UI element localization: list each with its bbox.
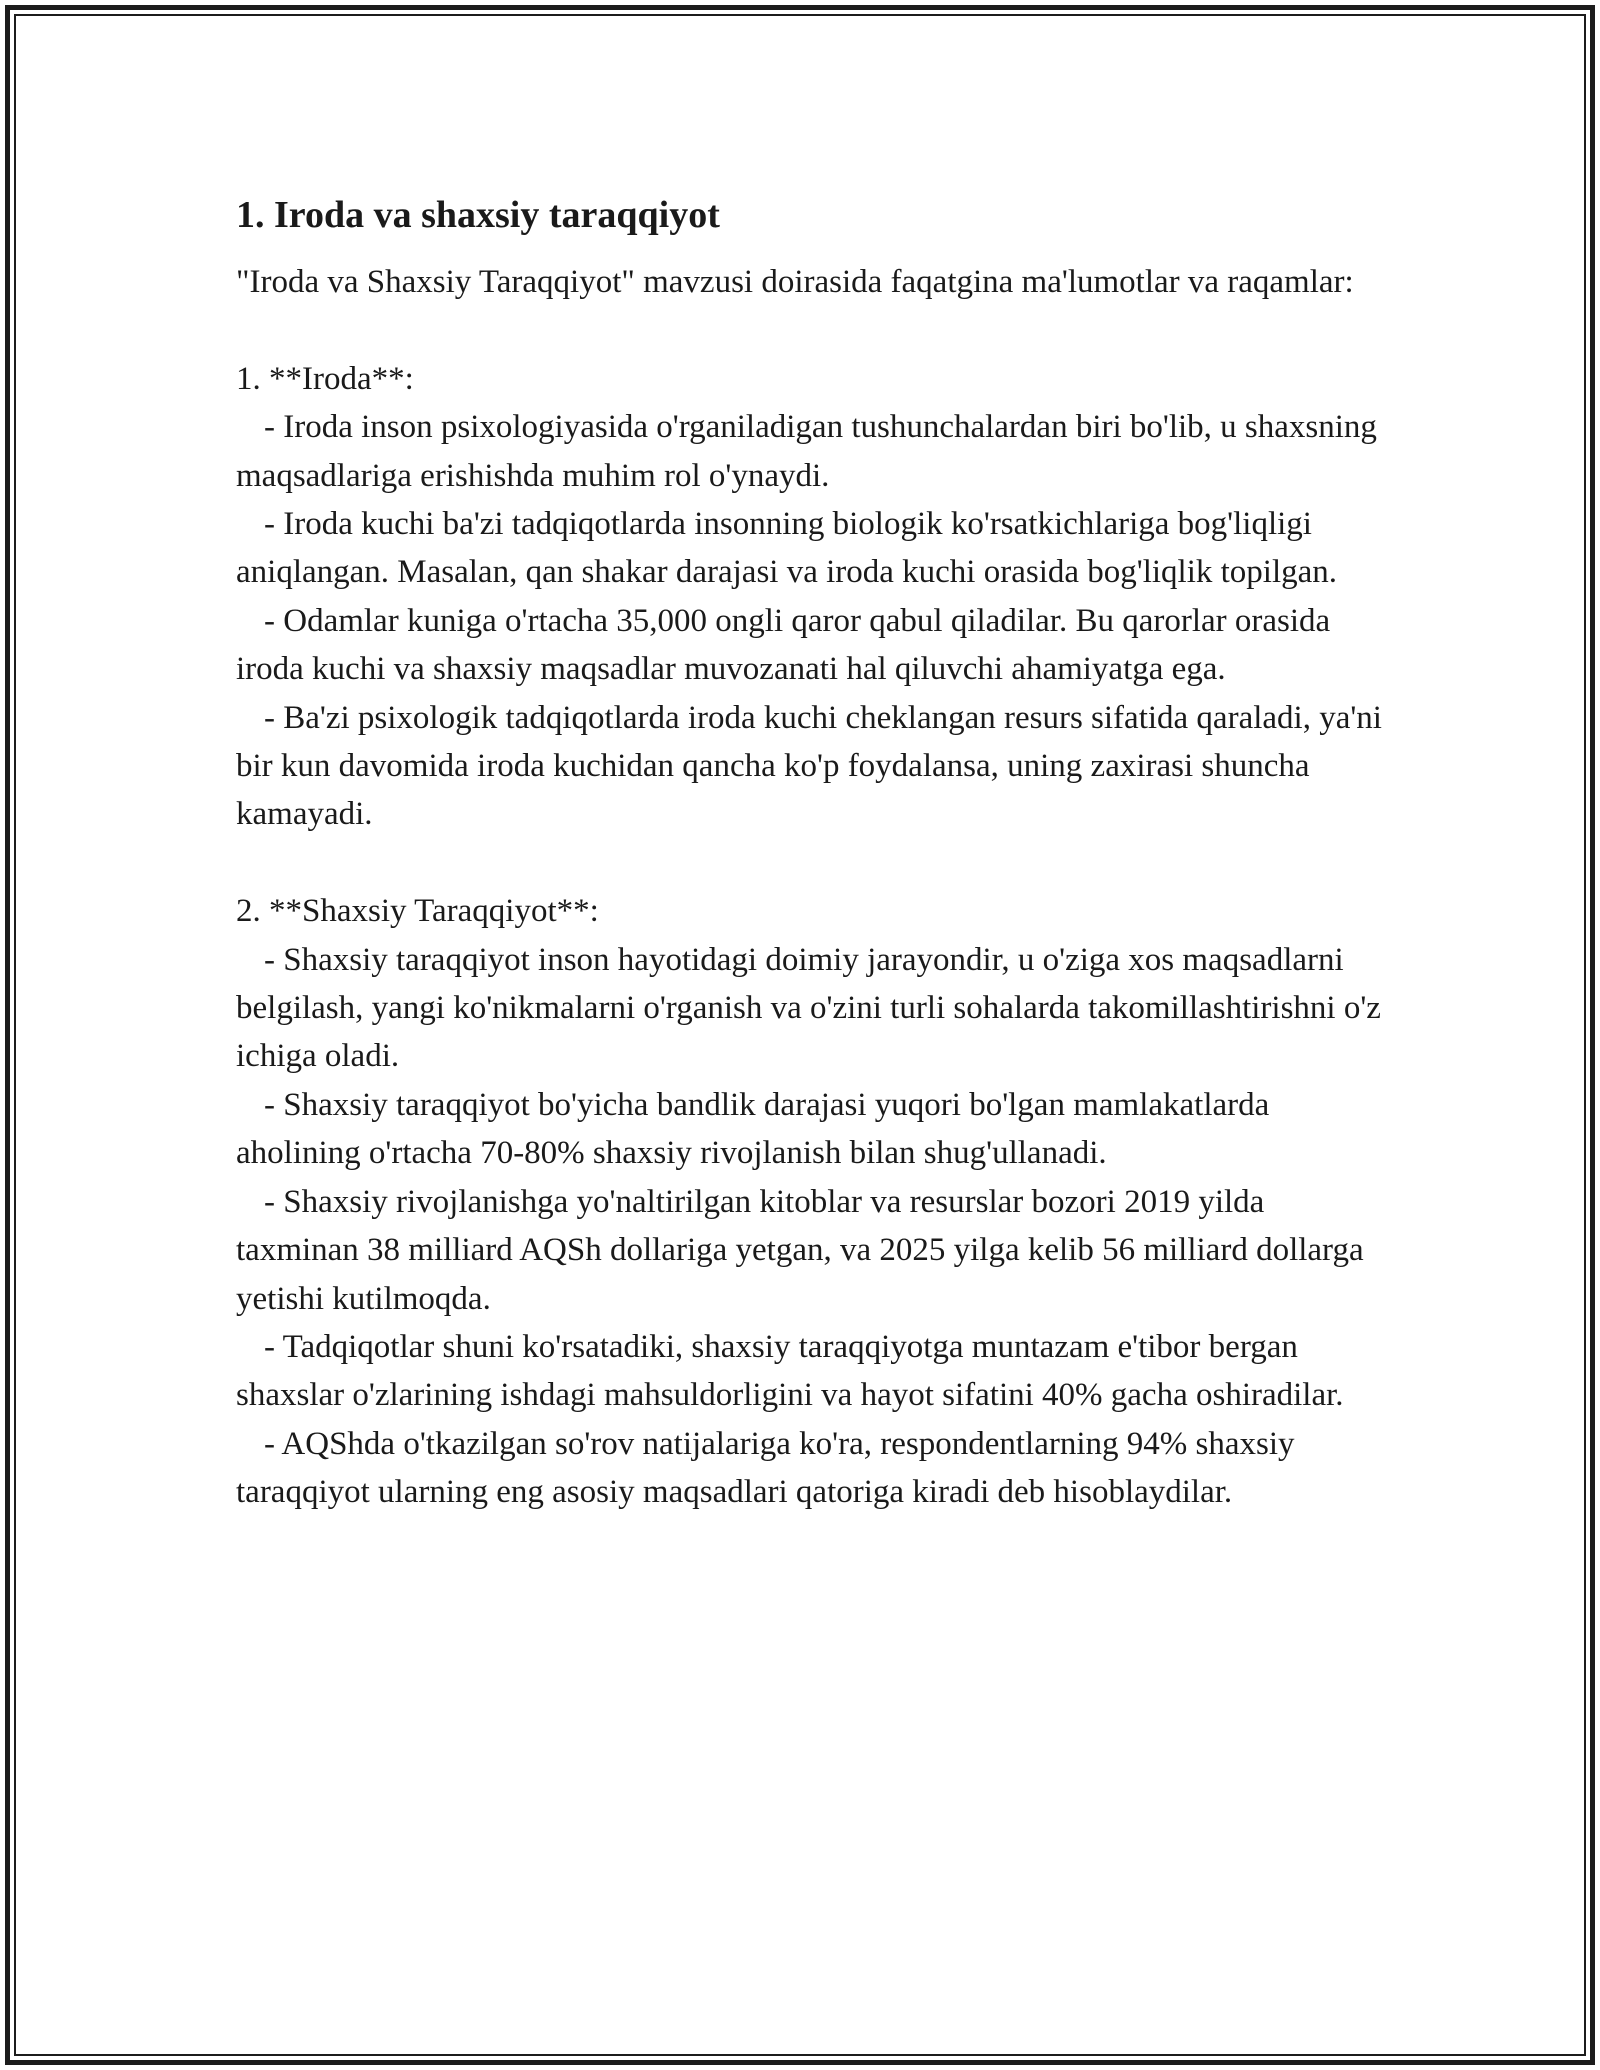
document-body xyxy=(236,186,1386,1517)
list-item: - Shaxsiy taraqqiyot inson hayotidagi doimiy jarayondir, u o'ziga xos maqsadlarni belgilash, yangi ko'nikmalarni o'rganish va o'zini turli sohalarda takomillashtirishni o'z ichiga oladi. xyxy=(236,941,1381,1075)
intro-paragraph: "Iroda va Shaxsiy Taraqqiyot" mavzusi doirasida faqatgina ma'lumotlar va raqamlar: xyxy=(236,264,1354,300)
section-iroda xyxy=(236,355,1386,839)
list-item: - Ba'zi psixologik tadqiqotlarda iroda kuchi cheklangan resurs sifatida qaraladi, ya'ni bir kun davomida iroda kuchidan qancha ko'p foydalansa, uning zaxirasi shuncha kamayadi. xyxy=(236,699,1382,833)
section-shaxsiy-taraqqiyot xyxy=(236,887,1386,1516)
list-item: - Iroda inson psixologiyasida o'rganiladigan tushunchalardan biri bo'lib, u shaxsning maqsadlariga erishishda muhim rol o'ynaydi. xyxy=(236,409,1377,494)
list-item: - Iroda kuchi ba'zi tadqiqotlarda insonning biologik ko'rsatkichlariga bog'liqligi aniqlangan. Masalan, qan shakar darajasi va iroda kuchi orasida bog'liqlik topilgan. xyxy=(236,506,1338,591)
document-title: 1. Iroda va shaxsiy taraqqiyot xyxy=(236,194,720,236)
list-item: - Odamlar kuniga o'rtacha 35,000 ongli qaror qabul qiladilar. Bu qarorlar orasida iroda kuchi va shaxsiy maqsadlar muvozanati hal qiluvchi ahamiyatga ega. xyxy=(236,602,1331,688)
section-heading: 2. **Shaxsiy Taraqqiyot**: xyxy=(236,893,599,930)
list-item: - Tadqiqotlar shuni ko'rsatadiki, shaxsiy taraqqiyotga muntazam e'tibor bergan shaxslar o'zlarining ishdagi mahsuldorligini va hayot sifatini 40% gacha oshiradilar. xyxy=(236,1328,1344,1414)
list-item: - AQShda o'tkazilgan so'rov natijalariga ko'ra, respondentlarning 94% shaxsiy taraqqiyot ularning eng asosiy maqsadlari qatoriga kiradi deb hisoblaydilar. xyxy=(236,1425,1295,1511)
list-item: - Shaxsiy rivojlanishga yo'naltirilgan kitoblar va resurslar bozori 2019 yilda taxminan 38 milliard AQSh dollariga yetgan, va 2025 yilga kelib 56 milliard dollarga yetishi kutilmoqda. xyxy=(236,1183,1364,1317)
list-item: - Shaxsiy taraqqiyot bo'yicha bandlik darajasi yuqori bo'lgan mamlakatlarda aholining o'rtacha 70-80% shaxsiy rivojlanish bilan shug'ullanadi. xyxy=(236,1086,1270,1172)
section-heading: 1. **Iroda**: xyxy=(236,360,414,397)
